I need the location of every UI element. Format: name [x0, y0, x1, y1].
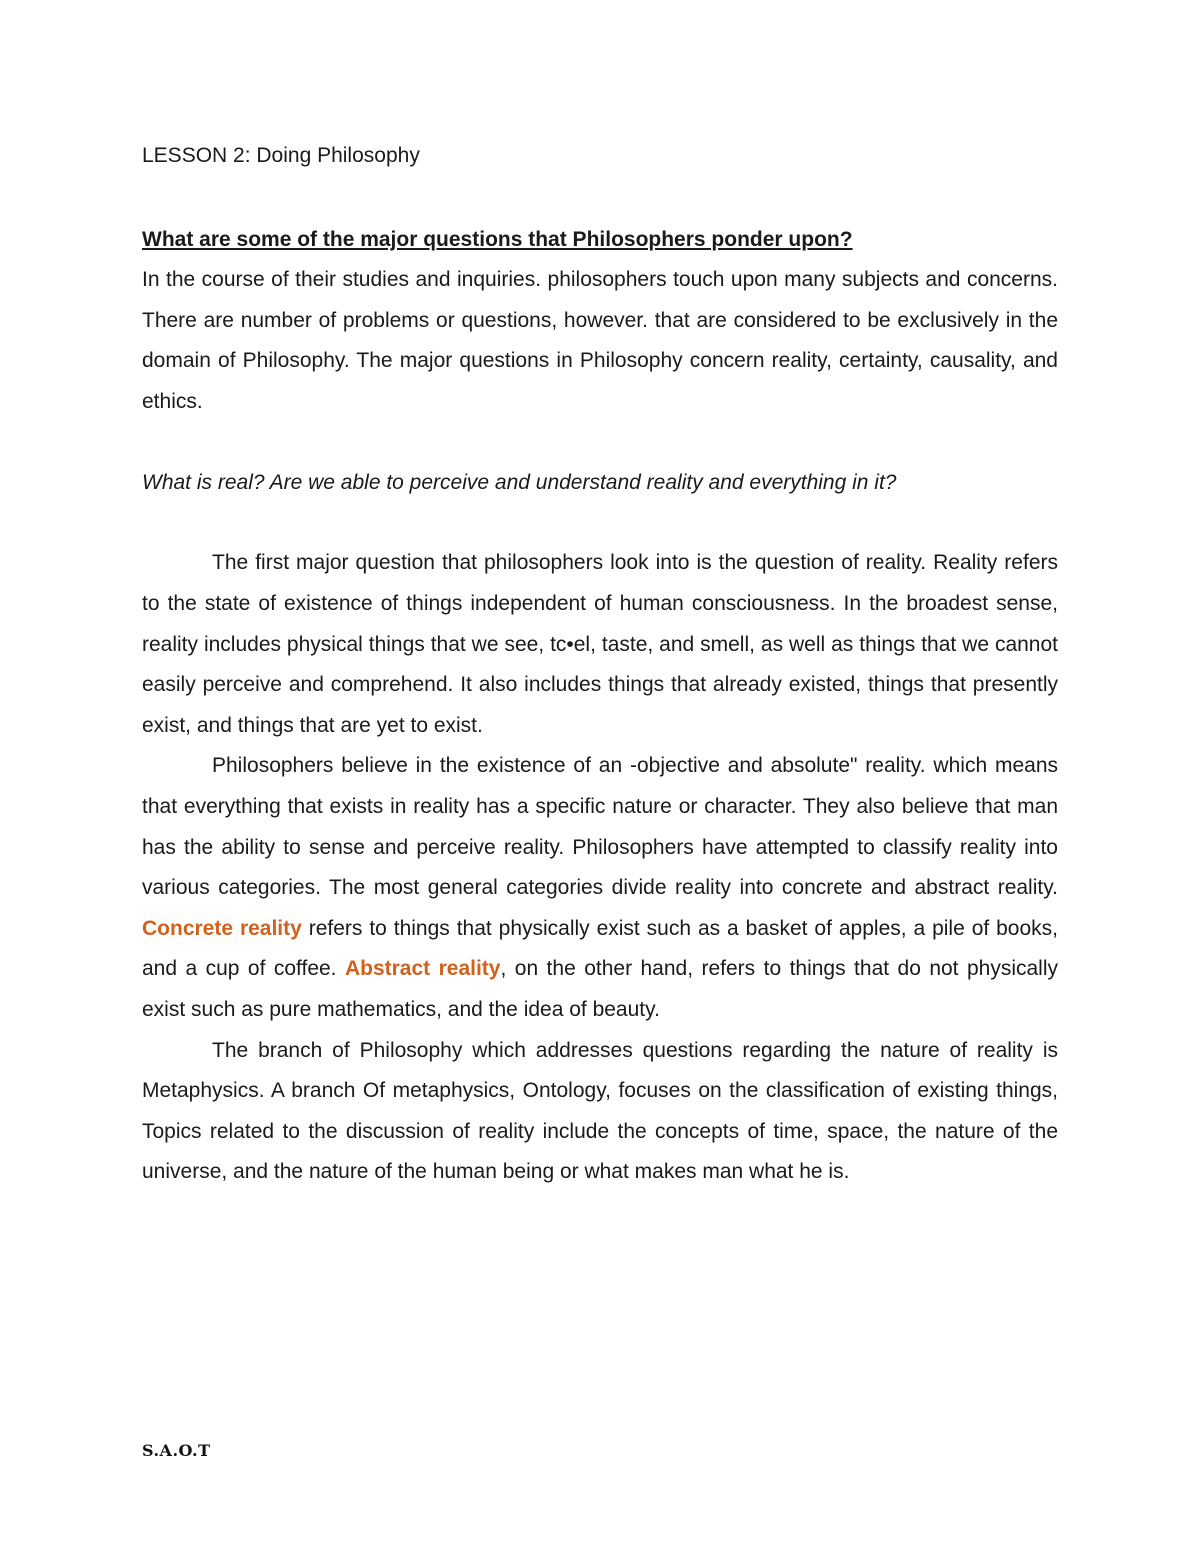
reality-paragraph: The first major question that philosophers look into is the question of reality. Reality refers to the state of existence of things independent of human consciousness. In the broadest sense, reality includes physical things that we see, tc•el, taste, and smell, as well as things that we cannot easily perceive and comprehend. It also includes things that already existed, things that presently exist, and things that are yet to exist. — [142, 551, 1058, 737]
spacer — [142, 422, 1058, 463]
spacer — [142, 172, 1058, 220]
subheading-question: What is real? Are we able to perceive and understand reality and everything in it? — [142, 471, 897, 495]
categories-paragraph — [142, 746, 1058, 1030]
paragraph-text: refers to things that physically exist such as a basket of apples, a pile of books, and a cup of coffee. — [142, 916, 1058, 981]
section-heading: What are some of the major questions that Philosophers ponder upon? — [142, 228, 853, 251]
lesson-title: LESSON 2: Doing Philosophy — [142, 144, 420, 167]
metaphysics-paragraph: The branch of Philosophy which addresses questions regarding the nature of reality is Metaphysics. A branch Of metaphysics, Ontology, focuses on the classification of existing things, Topics related to the discussion of reality include the concepts of time, space, the nature of the universe, and the nature of the human being or what makes man what he is. — [142, 1038, 1058, 1184]
paragraph-text: Philosophers believe in the existence of an -objective and absolute" reality. which means that everything that exists in reality has a specific nature or character. They also believe that man has the ability to sense and perceive reality. Philosophers have attempted to classify reality into various categories. The most general categories divide reality into concrete and abstract reality. — [142, 754, 1058, 900]
spacer — [142, 503, 1058, 543]
abstract-reality-term: Abstract reality — [344, 957, 501, 981]
document-body — [142, 140, 1058, 1193]
intro-paragraph: In the course of their studies and inquiries. philosophers touch upon many subjects and concerns. There are number of problems or questions, however. that are considered to be exclusively in the domain of Philosophy. The major questions in Philosophy concern reality, certainty, causality, and ethics. — [142, 268, 1058, 413]
paragraph-text: , on the other hand, refers to things that do not physically exist such as pure mathematics, and the idea of beauty. — [142, 957, 1058, 1021]
concrete-reality-term: Concrete reality — [142, 916, 302, 940]
footer-initials: S.A.O.T — [142, 1441, 211, 1460]
